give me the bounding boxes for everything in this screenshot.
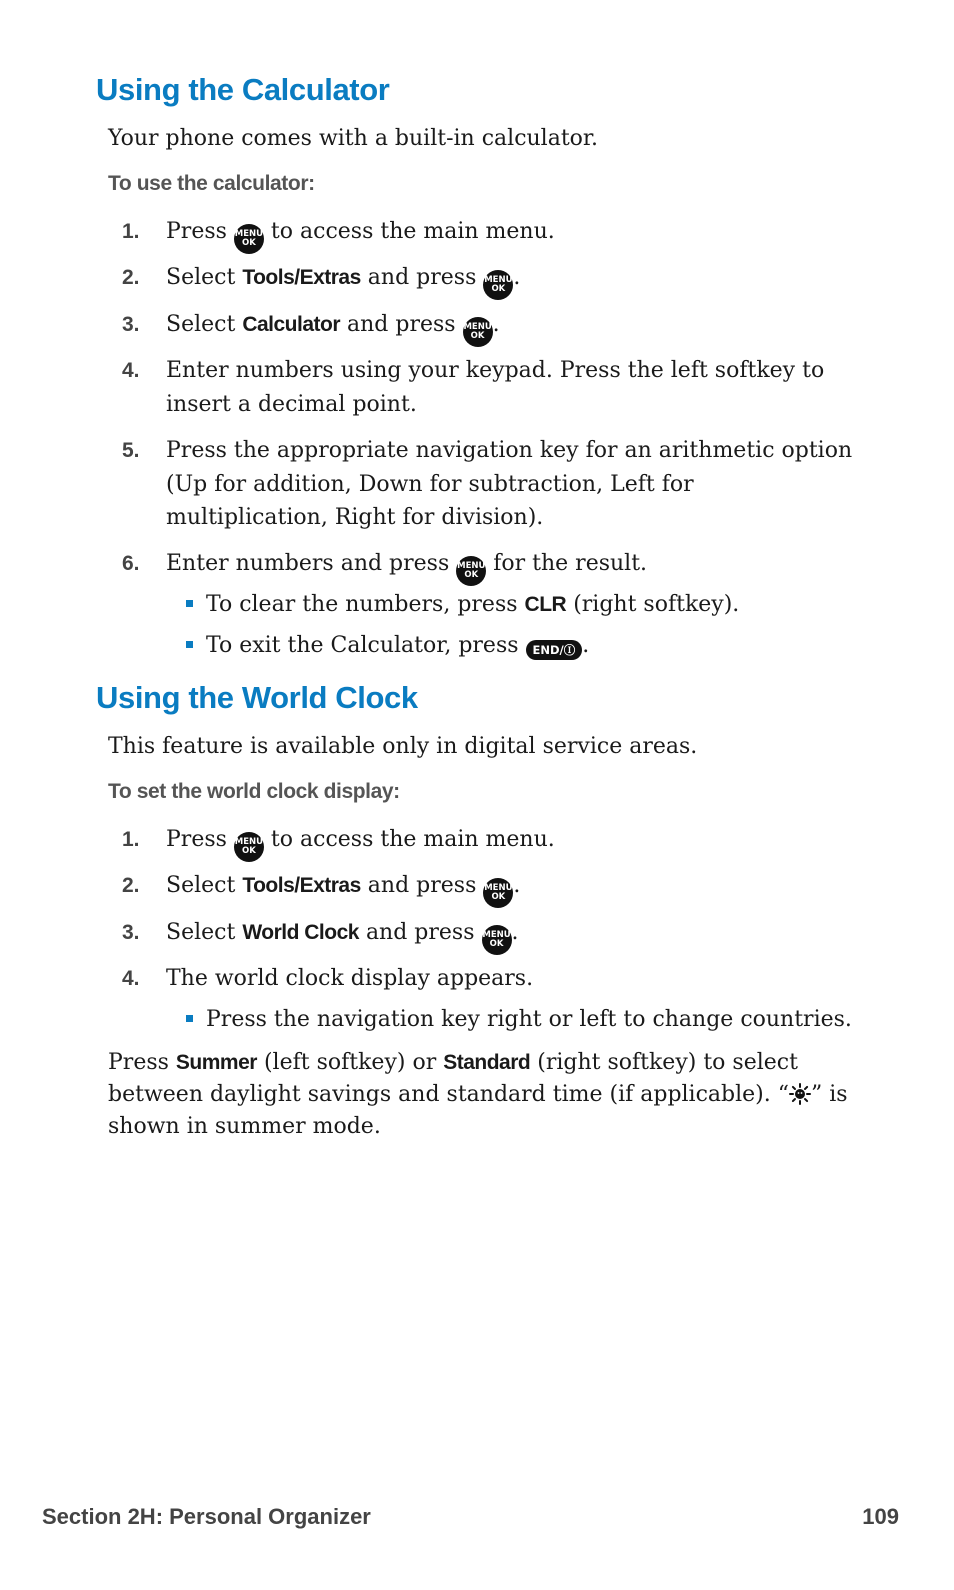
menu-ok-key-icon: MENU OK — [483, 270, 513, 300]
calculator-heading: Using the Calculator — [96, 72, 390, 107]
menu-option-label: Tools/Extras — [242, 266, 361, 289]
menu-option-label: Tools/Extras — [242, 874, 361, 897]
menu-ok-key-icon: MENU OK — [456, 556, 486, 586]
worldclock-heading: Using the World Clock — [96, 680, 418, 715]
bullet-text: To clear the numbers, press CLR (right softkey). — [206, 592, 740, 617]
menu-ok-key-icon: MENU OK — [482, 925, 512, 955]
end-power-key-icon: END/Ⓘ — [526, 640, 583, 660]
menu-option-label: Calculator — [242, 313, 341, 336]
step-text: Enter numbers using your keypad. Press the left softkey to insert a decimal point. — [166, 358, 825, 417]
step-text: The world clock display appears. — [166, 966, 534, 991]
step-number: 4. — [122, 359, 140, 382]
step-number: 2. — [122, 874, 140, 897]
step-text: Press MENU OK to access the main menu. — [166, 823, 856, 862]
step-number: 1. — [122, 828, 140, 851]
step-number: 3. — [122, 921, 140, 944]
menu-ok-key-icon: MENU OK — [483, 878, 513, 908]
step-text: Press the appropriate navigation key for an arithmetic option (Up for addition, Down for subtraction, Left for multiplication, Right for division). — [166, 438, 853, 530]
footer-page-number: 109 — [862, 1504, 899, 1529]
step-text: Press MENU OK to access the main menu. — [166, 215, 856, 254]
menu-option-label: World Clock — [242, 921, 359, 944]
calculator-intro: Your phone comes with a built-in calculator. — [108, 126, 599, 151]
softkey-label: Summer — [175, 1051, 257, 1074]
step-text: Select Tools/Extras and press MENU OK . — [166, 261, 856, 300]
footer-section-title: Section 2H: Personal Organizer — [42, 1504, 371, 1529]
softkey-label: Standard — [443, 1051, 531, 1074]
step-number: 2. — [122, 266, 140, 289]
step-number: 5. — [122, 439, 140, 462]
step-number: 4. — [122, 967, 140, 990]
step-text: Select Calculator and press MENU OK . — [166, 308, 856, 347]
worldclock-intro: This feature is available only in digital service areas. — [108, 734, 698, 759]
step-text: Select World Clock and press MENU OK . — [166, 916, 856, 955]
menu-ok-key-icon: MENU OK — [234, 224, 264, 254]
step-number: 1. — [122, 220, 140, 243]
summer-mode-paragraph: Press Summer (left softkey) or Standard (right softkey) to select between daylight savings and standard time (if applicable). “ ” is shown in summer mode. — [108, 1050, 848, 1139]
step-text: Select Tools/Extras and press MENU OK . — [166, 869, 856, 908]
step-number: 3. — [122, 313, 140, 336]
bullet-square-icon — [186, 600, 193, 607]
bullet-text: Press the navigation key right or left to change countries. — [206, 1007, 852, 1032]
calculator-subheading: To use the calculator: — [108, 172, 315, 195]
summer-time-sun-icon — [789, 1083, 811, 1105]
step-text: Enter numbers and press MENU OK for the result. — [166, 547, 856, 586]
menu-ok-key-icon: MENU OK — [234, 832, 264, 862]
bullet-text: To exit the Calculator, press END/Ⓘ . — [206, 633, 590, 658]
bullet-square-icon — [186, 641, 193, 648]
softkey-label: CLR — [524, 593, 567, 616]
step-number: 6. — [122, 552, 140, 575]
bullet-square-icon — [186, 1015, 193, 1022]
menu-ok-key-icon: MENU OK — [463, 317, 493, 347]
worldclock-subheading: To set the world clock display: — [108, 780, 400, 803]
